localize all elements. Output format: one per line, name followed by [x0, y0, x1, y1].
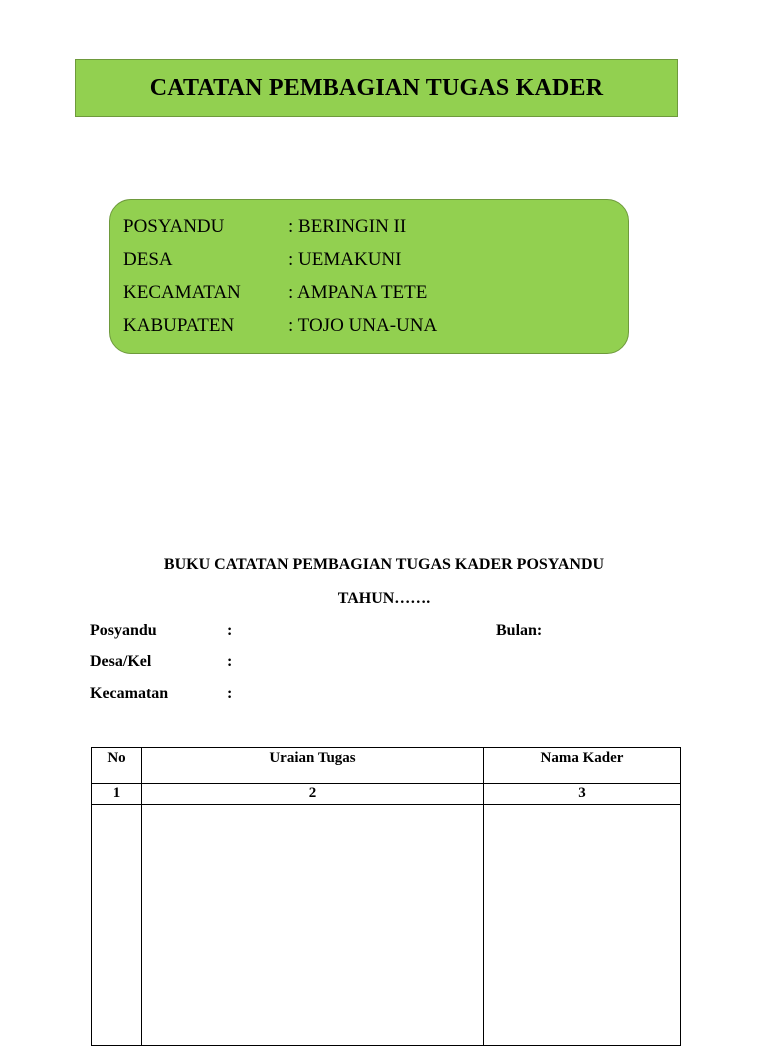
table-number-row — [92, 784, 681, 805]
field-label-bulan: Bulan: — [496, 622, 543, 639]
column-header-uraian-tugas: Uraian Tugas — [142, 748, 484, 784]
document-title: CATATAN PEMBAGIAN TUGAS KADER — [149, 74, 604, 101]
document-title-banner — [75, 59, 678, 117]
task-table — [91, 747, 681, 1046]
task-table-wrapper — [91, 747, 680, 1037]
field-label-desa: Desa/Kel — [90, 653, 152, 670]
field-colon: : — [227, 685, 233, 702]
table-header-row — [92, 748, 681, 784]
table-cell-nama-kader[interactable] — [484, 805, 681, 1046]
info-value: : BERINGIN II — [288, 216, 407, 237]
info-label: KABUPATEN — [123, 315, 235, 336]
column-number: 1 — [92, 784, 142, 805]
info-label: DESA — [123, 249, 173, 270]
column-number: 2 — [142, 784, 484, 805]
field-label-posyandu: Posyandu — [90, 622, 157, 639]
field-colon: : — [227, 622, 233, 639]
info-value: : AMPANA TETE — [288, 282, 428, 303]
info-label: POSYANDU — [123, 216, 225, 237]
column-header-no: No — [92, 748, 142, 784]
table-row — [92, 805, 681, 1046]
field-label-kecamatan: Kecamatan — [90, 685, 169, 702]
info-value: : TOJO UNA-UNA — [288, 315, 438, 336]
table-cell-no[interactable] — [92, 805, 142, 1046]
info-label: KECAMATAN — [123, 282, 241, 303]
column-header-nama-kader: Nama Kader — [484, 748, 681, 784]
table-cell-uraian-tugas[interactable] — [142, 805, 484, 1046]
field-colon: : — [227, 653, 233, 670]
posyandu-info-box — [109, 199, 629, 354]
column-number: 3 — [484, 784, 681, 805]
book-year: TAHUN……. — [337, 590, 431, 607]
info-value: : UEMAKUNI — [288, 249, 402, 270]
book-title: BUKU CATATAN PEMBAGIAN TUGAS KADER POSYANDU — [163, 556, 605, 573]
